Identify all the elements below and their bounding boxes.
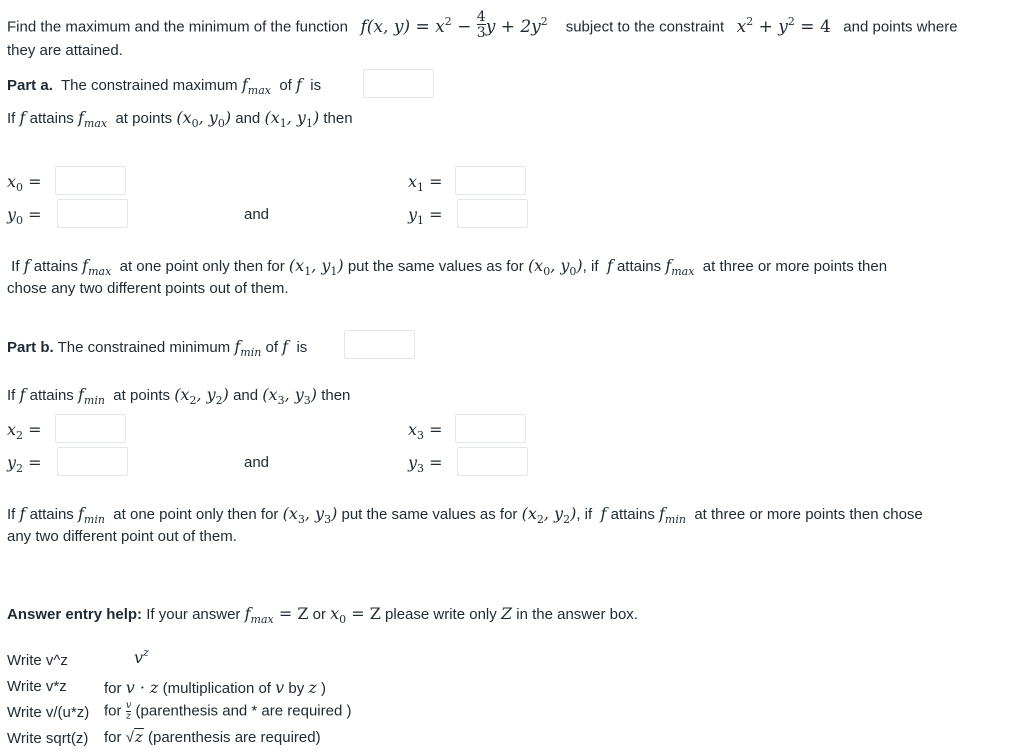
help-power-math: $v^z$ [134, 646, 149, 667]
intro-text-b: subject to the constraint [565, 18, 725, 36]
function-expression: f(x, $y) = x^2$ − $\frac{4}{3}$ $y + 2y^2$ [360, 9, 548, 41]
x2-input[interactable] [55, 414, 126, 443]
help-row-sqrt: Write sqrt(z) [7, 730, 89, 747]
y3-input[interactable] [457, 447, 528, 476]
help-row-multiply: Write v*z [7, 678, 67, 695]
y0-label: $y_0$ = [7, 205, 42, 227]
x1-label: $x_1$ = [408, 172, 443, 194]
part-b-heading: Part b. The constrained minimum $f_{min}$ of f is [7, 337, 308, 359]
x1-input[interactable] [455, 166, 526, 195]
part-a-heading: Part a. The constrained maximum $f_{max}$ of f is [7, 75, 322, 97]
part-b-label: Part b. [7, 339, 54, 356]
note-b-line-2: any two different point out of them. [7, 528, 237, 545]
v-over-z-fraction: $\frac{v}{z}$ [125, 700, 132, 722]
sqrt-symbol: √ [125, 729, 134, 746]
x2-label: $x_2$ = [7, 420, 42, 442]
and-label-a: and [244, 206, 270, 223]
intro-text-a: Find the maximum and the minimum of the function [7, 18, 348, 36]
part-b-points-line: If f attains $f_{min}$ at points ($x_2$, $y_2$) and ($x_3$, $y_3$) then [7, 385, 351, 407]
x0-label: $x_0$ = [7, 172, 42, 194]
help-row-power: Write v^z [7, 652, 68, 669]
y2-input[interactable] [57, 447, 128, 476]
constraint-expression: $x^2 + y^2 = 4$ [736, 14, 831, 37]
answer-help-label: Answer entry help: [7, 606, 143, 623]
x3-label: $x_3$ = [408, 420, 443, 442]
intro-line-2: they are attained. [7, 42, 123, 59]
y0-input[interactable] [57, 199, 128, 228]
part-a-label: Part a. [7, 77, 53, 94]
x3-input[interactable] [455, 414, 526, 443]
fmin-answer-input[interactable] [344, 330, 415, 359]
note-a-line-2: chose any two different points out of them. [7, 280, 289, 297]
y1-input[interactable] [457, 199, 528, 228]
fmax-answer-input[interactable] [363, 69, 434, 98]
y2-label: $y_2$ = [7, 453, 42, 475]
y1-label: $y_1$ = [408, 205, 443, 227]
note-a-line-1: If f attains $f_{max}$ at one point only then for ($x_1$, $y_1$) put the same values as for ($x_0$, $y_0$), if f attains $f_{max}$ at three or more points then [11, 256, 888, 278]
help-row-divide: Write v/(u*z) [7, 704, 90, 721]
help-divide-desc: for $\frac{v}{z}$ (parenthesis and * are required ) [104, 700, 352, 722]
help-multiply-desc: for v · z (multiplication of v by z ) [104, 678, 326, 697]
help-sqrt-desc: for √z (parenthesis are required) [104, 728, 321, 746]
intro-text-c: and points where [843, 18, 958, 36]
answer-help-line: Answer entry help: If your answer $f_{max} = Z$ or $x_0 = Z$ please write only Z in the answer box. [7, 604, 638, 626]
note-b-line-1: If f attains $f_{min}$ at one point only then for ($x_3$, $y_3$) put the same values as for ($x_2$, $y_2$), if f attains $f_{min}$ at three or more points then chose [7, 504, 923, 526]
part-a-points-line: If f attains $f_{max}$ at points ($x_0$, $y_0$) and ($x_1$, $y_1$) then [7, 108, 353, 130]
problem-statement [7, 9, 958, 42]
fraction-4-3: $\frac{4}{3}$ [476, 9, 486, 41]
x0-input[interactable] [55, 166, 126, 195]
and-label-b: and [244, 454, 270, 471]
y3-label: $y_3$ = [408, 453, 443, 475]
